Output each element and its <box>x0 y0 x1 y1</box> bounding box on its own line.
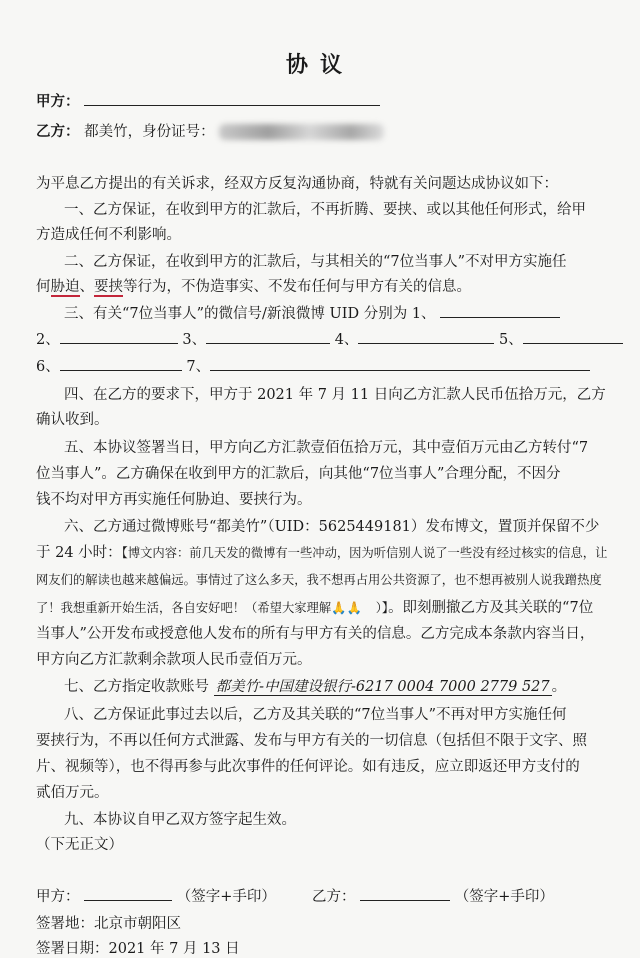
party-b-line <box>36 120 384 141</box>
uid-5-label: 5、 <box>499 332 523 348</box>
party-b-label: 乙方： <box>36 123 80 140</box>
clause-8-line-1: 八、乙方保证此事过去以后，乙方及其关联的“7位当事人”不再对甲方实施任何 <box>64 707 567 723</box>
marked-word-threat: 要挟 <box>94 279 123 295</box>
party-b-signature-line <box>312 885 554 906</box>
clause-2-pre: 何 <box>36 279 51 295</box>
marked-word-coercion: 胁迫 <box>50 279 80 295</box>
clause-8-line-3: 片、视频等），也不得再参与此次事件的任何评论。如有违反，应立即返还甲方支付的 <box>36 759 580 775</box>
clause-4-line-1: 四、在乙方的要求下，甲方于 2021 年 7 月 11 日向乙方汇款人民币伍拾万元，乙方 <box>64 387 606 403</box>
redacted-id-number <box>219 124 384 140</box>
clause-5-line-2: 位当事人”。乙方确保在收到甲方的汇款后，向其他“7位当事人”合理分配，不因分 <box>36 466 561 482</box>
party-a-label: 甲方： <box>36 93 80 110</box>
weibo-post-content-end: ）】 <box>375 601 389 615</box>
sign-b-label: 乙方： <box>312 889 356 905</box>
signing-place: 签署地：北京市朝阳区 <box>36 916 181 932</box>
clause-6-line-6: 甲方向乙方汇款剩余款项人民币壹佰万元。 <box>36 652 312 668</box>
uid-4-label: 4、 <box>334 332 359 348</box>
uid-4-blank <box>358 329 494 344</box>
clause-3-uid-row-1 <box>36 328 623 349</box>
document-title: 协议 <box>285 52 354 78</box>
clause-6-line-2-pre: 于 24 小时： <box>36 545 122 561</box>
end-note: （下无正文） <box>36 837 123 853</box>
clause-2-post: 等行为，不伪造事实、不发布任何与甲方有关的信息。 <box>123 279 471 295</box>
sign-b-hint: （签字+手印） <box>454 889 554 905</box>
clause-5-line-3: 钱不均对甲方再实施任何胁迫、要挟行为。 <box>36 492 312 508</box>
party-a-blank <box>84 91 380 106</box>
party-b-name: 都美竹，身份证号： <box>84 124 215 140</box>
clause-4-line-2: 确认收到。 <box>36 412 109 428</box>
uid-3-blank <box>206 329 330 344</box>
clause-6-line-1: 六、乙方通过微博账号“都美竹”（UID：5625449181）发布博文，置顶并保留不少 <box>64 519 600 535</box>
intro-text: 为平息乙方提出的有关诉求，经双方反复沟通协商，特就有关问题达成协议如下： <box>36 176 558 192</box>
clause-7-post: 。 <box>551 679 567 695</box>
clause-2-mid: 、 <box>79 279 94 295</box>
bank-account: 都美竹-中国建设银行-6217 0004 7000 2779 527 <box>215 679 550 695</box>
clause-3-line-1 <box>64 302 560 323</box>
sign-b-blank <box>360 886 450 901</box>
sign-a-label: 甲方： <box>36 889 80 905</box>
uid-5-blank <box>523 329 623 344</box>
party-a-line <box>36 90 380 111</box>
uid-7-blank <box>210 356 590 371</box>
sign-a-blank <box>84 886 172 901</box>
clause-1-line-2: 方造成任何不利影响。 <box>36 227 181 243</box>
praying-hands-icon: 🙏🙏 <box>331 601 362 615</box>
weibo-post-content-3: 了！我想重新开始生活，各自安好吧！（希望大家理解 <box>36 601 332 615</box>
uid-6-label: 6、 <box>36 359 60 375</box>
clause-8-line-2: 要挟行为，不再以任何方式泄露、发布与甲方有关的一切信息（包括但不限于文字、照 <box>36 733 587 749</box>
sign-a-hint: （签字+手印） <box>176 889 276 905</box>
clause-6-line-4 <box>36 596 593 617</box>
weibo-post-content-1: 【博文内容：前几天发的微博有一些冲动，因为听信别人说了一些没有经过核实的信息，让 <box>121 546 608 560</box>
clause-7-pre: 七、乙方指定收款账号 <box>64 679 209 695</box>
clause-8-line-4: 贰佰万元。 <box>36 785 109 801</box>
clause-5-line-1: 五、本协议签署当日，甲方向乙方汇款壹佰伍拾万元，其中壹佰万元由乙方转付“7 <box>64 440 589 456</box>
uid-7-label: 7、 <box>186 359 211 375</box>
clause-1-line-1: 一、乙方保证，在收到甲方的汇款后，不再折腾、要挟、或以其他任何形式，给甲 <box>64 202 586 218</box>
clause-2-line-1: 二、乙方保证，在收到甲方的汇款后，与其相关的“7位当事人”不对甲方实施任 <box>64 254 567 270</box>
clause-2-line-2 <box>36 275 471 296</box>
clause-7-line <box>64 675 566 696</box>
clause-6-line-4-rest: 。即刻删撤乙方及其关联的“7位 <box>388 600 594 616</box>
uid-2-blank <box>60 329 178 344</box>
clause-6-line-5: 当事人”公开发布或授意他人发布的所有与甲方有关的信息。乙方完成本条款内容当日， <box>36 626 595 642</box>
clause-3-text: 三、有关“7位当事人”的微信号/新浪微博 UID 分别为 1、 <box>64 306 436 322</box>
clause-6-line-2 <box>36 541 607 562</box>
uid-3-label: 3、 <box>182 332 207 348</box>
signing-date: 签署日期：2021 年 7 月 13 日 <box>36 941 240 957</box>
uid-1-blank <box>440 303 560 318</box>
uid-2-label: 2、 <box>36 332 60 348</box>
clause-9-line-1: 九、本协议自甲乙双方签字起生效。 <box>64 812 296 828</box>
weibo-post-content-2: 网友们的解读也越来越偏远。事情过了这么多天，我不想再占用公共资源了，也不想再被别人说我蹭热度 <box>36 573 602 587</box>
clause-3-uid-row-2 <box>36 355 590 376</box>
uid-6-blank <box>60 356 182 371</box>
party-a-signature-line <box>36 885 276 906</box>
